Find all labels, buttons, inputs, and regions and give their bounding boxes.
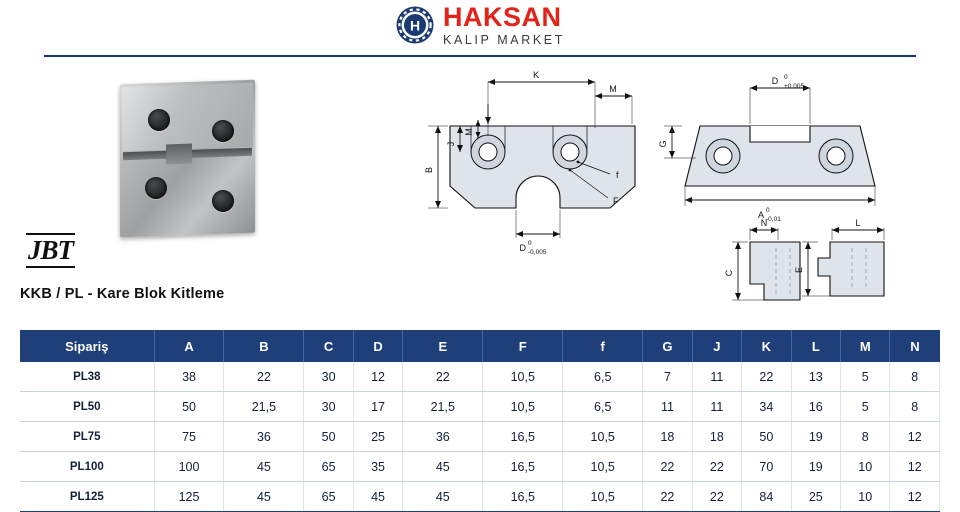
cell-c: 30 [304,392,353,422]
cell-l: 25 [791,482,840,512]
cell-g: 18 [643,422,692,452]
cell-d: 35 [353,452,402,482]
brand-wordmark [443,4,565,47]
cell-k: 34 [742,392,791,422]
cell-f-upper: 16,5 [483,422,563,452]
brand-logo [395,4,565,47]
cell-b: 45 [224,452,304,482]
dim-label-E: E [794,266,804,274]
column-header-k: K [742,330,791,362]
photo-notch [166,144,192,165]
detail-view-left [732,227,800,300]
photo-hole [148,109,170,131]
cell-model: PL38 [20,362,154,392]
column-header-j: J [692,330,741,362]
photo-hole [212,120,234,142]
jbt-logo-text: JBT [26,233,75,268]
cell-n: 8 [890,362,940,392]
column-header-f-lower: f [563,330,643,362]
cell-f-upper: 10,5 [483,362,563,392]
spec-table-header-row [20,330,940,362]
cell-g: 7 [643,362,692,392]
cell-f-upper: 16,5 [483,482,563,512]
side-view [664,85,875,206]
gear-logo-icon [395,5,435,45]
cell-l: 19 [791,452,840,482]
table-row [20,482,940,512]
dim-label-B: B [424,166,434,174]
dim-label-L: L [855,218,861,228]
cell-a: 100 [154,452,224,482]
cell-e: 22 [403,362,483,392]
dim-label-A: A [757,210,764,220]
jbt-logo [26,233,75,268]
cell-d: 25 [353,422,402,452]
cell-model: PL50 [20,392,154,422]
cell-a: 50 [154,392,224,422]
dim-label-G: G [658,140,668,148]
cell-a: 125 [154,482,224,512]
cell-a: 75 [154,422,224,452]
cell-k: 22 [742,362,791,392]
cell-m: 10 [841,482,890,512]
cell-j: 22 [692,482,741,512]
cell-l: 19 [791,422,840,452]
cell-f-lower: 6,5 [563,392,643,422]
dim-tol-D-upper: 0 [528,240,532,247]
dim-label-M2: M [464,128,474,136]
cell-f-lower: 10,5 [563,452,643,482]
cell-e: 21,5 [403,392,483,422]
cell-j: 22 [692,452,741,482]
cell-e: 45 [403,452,483,482]
detail-view-right [802,227,884,296]
cell-d: 12 [353,362,402,392]
photo-hole [145,177,167,199]
dim-label-f: f [616,170,619,180]
product-caption: KKB / PL - Kare Blok Kitleme [20,286,225,302]
cell-d: 45 [353,482,402,512]
column-header-n: N [890,330,940,362]
cell-n: 12 [890,452,940,482]
dim-label-M: M [609,84,617,94]
dim-tol-D-lower: -0,005 [528,249,547,256]
table-row [20,452,940,482]
column-header-a: A [154,330,224,362]
column-header-f-upper: F [483,330,563,362]
cell-c: 65 [304,482,353,512]
column-header-c: C [304,330,353,362]
cell-c: 65 [304,452,353,482]
dim-tol-D2-upper: 0 [784,74,788,81]
dim-tol-D2-lower: +0.005 [784,83,805,90]
drawing-area [0,58,960,320]
dim-label-D: D [519,243,526,253]
cell-model: PL100 [20,452,154,482]
spec-table [20,330,940,512]
cell-e: 45 [403,482,483,512]
spec-table-wrapper [20,330,940,512]
dim-label-D2: D [771,76,779,86]
cell-f-upper: 10,5 [483,392,563,422]
cell-model: PL125 [20,482,154,512]
cell-l: 16 [791,392,840,422]
cell-k: 84 [742,482,791,512]
cell-g: 11 [643,392,692,422]
dim-label-K: K [532,70,540,80]
table-row [20,422,940,452]
spec-table-body [20,362,940,512]
brand-name: HAKSAN [443,2,562,32]
column-header-m: M [841,330,890,362]
cell-j: 18 [692,422,741,452]
dim-label-J: J [446,141,456,147]
cell-j: 11 [692,392,741,422]
cell-f-lower: 6,5 [563,362,643,392]
column-header-d: D [353,330,402,362]
cell-m: 10 [841,452,890,482]
cell-m: 5 [841,362,890,392]
cell-n: 8 [890,392,940,422]
cell-k: 70 [742,452,791,482]
cell-m: 5 [841,392,890,422]
cell-k: 50 [742,422,791,452]
cell-m: 8 [841,422,890,452]
cell-d: 17 [353,392,402,422]
header-divider [44,55,916,57]
column-header-l: L [791,330,840,362]
cell-a: 38 [154,362,224,392]
dim-tol-A-upper: 0 [766,207,770,214]
front-view [428,79,635,238]
cell-c: 50 [304,422,353,452]
cell-e: 36 [403,422,483,452]
cell-b: 22 [224,362,304,392]
cell-n: 12 [890,422,940,452]
cell-b: 45 [224,482,304,512]
column-header-e: E [403,330,483,362]
page-header [0,0,960,56]
column-header-g: G [643,330,692,362]
table-row [20,362,940,392]
cell-f-upper: 16,5 [483,452,563,482]
cell-j: 11 [692,362,741,392]
cell-f-lower: 10,5 [563,422,643,452]
dim-label-N: N [760,218,768,228]
cell-g: 22 [643,482,692,512]
dim-tol-A-lower: -0,01 [766,216,781,223]
dim-label-F: F [613,196,619,206]
dim-label-C: C [724,269,734,277]
technical-drawings [420,58,960,320]
cell-c: 30 [304,362,353,392]
brand-subtitle: KALIP MARKET [443,33,565,47]
cell-l: 13 [791,362,840,392]
cell-f-lower: 10,5 [563,482,643,512]
cell-g: 22 [643,452,692,482]
cell-n: 12 [890,482,940,512]
cell-b: 21,5 [224,392,304,422]
spec-table-head [20,330,940,362]
photo-hole [212,190,234,212]
photo-top-face [122,83,253,152]
column-header-siparis: Sipariş [20,330,154,362]
svg-text:H: H [409,17,421,34]
cell-model: PL75 [20,422,154,452]
cell-b: 36 [224,422,304,452]
product-photo [120,82,255,235]
table-row [20,392,940,422]
column-header-b: B [224,330,304,362]
